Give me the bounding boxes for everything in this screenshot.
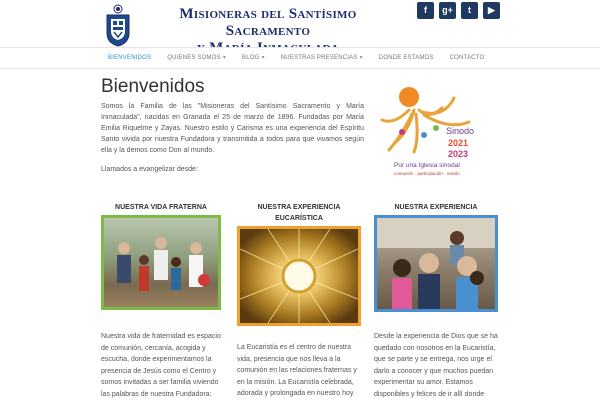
nav-label: QUIENES SOMOS [167,55,221,61]
caret-down-icon: ▾ [261,55,265,61]
caret-down-icon: ▾ [222,55,227,61]
vida-fraterna-photo[interactable] [101,215,221,310]
nav-item-bienvenidos[interactable] [100,48,159,68]
page-title: Bienvenidos [101,76,205,97]
nav-item-quienes-somos[interactable] [159,48,234,68]
nav-label: CONTACTO [449,55,485,61]
sinodo-subline: comunión · participación · misión [394,171,460,176]
intro-paragraph: Somos la Familia de las "Misioneras del Santísimo Sacramento y María Inmaculada", nacidas en Granada el 25 de marzo de 1896. Fundadas por María Emilia Riquelme y Zayas. Nuestro estilo y Carisma es una experiencia del Espíritu Santo vivida por nuestra Fundadora y transmitida a todos para que vivamos según ella y la demos como Don al mundo. [101,103,364,154]
called-text: Llamados a evangelizar desde: [101,166,198,173]
site-header [0,0,600,52]
congregation-logo[interactable] [103,3,133,47]
experiencia-misionera-text: Desde la experiencia de Dios que se ha quedado con nosotros en la Eucaristía, que se parte y se entrega, nos urge el darlo a conocer y que muchos puedan experimentar su amor. Estamos disponibles y felices de ir allí donde [374,333,498,398]
column-title-vida-fraterna: NUESTRA VIDA FRATERNA [115,204,207,211]
nav-item-contacto[interactable] [442,48,493,68]
nav-label: BLOG [242,55,260,61]
youtube-icon[interactable]: ▶ [483,2,500,19]
social-links [417,2,500,19]
site-title-line1: Misioneras del Santísimo Sacramento [179,6,357,39]
vida-fraterna-text: Nuestra vida de fraternidad es espacio de comunión, cercanía, acogida y escucha, donde experimentamos la presencia de Jesús como el Centro y somos invitadas a ser familia viviendo las palabras de nuestra Fundadora: [101,333,221,398]
sinodo-tagline: Por una Iglesia sinodal [394,162,460,169]
sinodo-years-start: 2021 [448,138,469,148]
twitter-icon[interactable]: t [461,2,478,19]
nav-label: NUESTRAS PRESENCIAS [280,55,358,61]
nav-item-donde-estamos[interactable] [371,48,442,68]
nav-item-nuestras-presencias[interactable] [273,48,371,68]
eucaristica-text: La Eucaristía es el centro de nuestra vida, presencia que nos lleva a la comunión en las relaciones fraternas y en la misión. La Eucaristía celebrada, adorada y prolongada en nuestro hoy. [237,344,357,397]
google-plus-icon[interactable]: g+ [439,2,456,19]
nav-label: DONDE ESTAMOS [378,55,434,61]
caret-down-icon: ▾ [359,55,363,61]
experiencia-misionera-photo[interactable] [374,215,498,312]
eucaristia-photo[interactable] [237,226,361,326]
main-nav [0,47,600,69]
nav-item-blog[interactable] [234,48,273,68]
nav-label: BIENVENIDOS [108,55,152,61]
sinodo-word: Sinodo [446,126,475,136]
sinodo-logo-image[interactable] [374,80,488,180]
facebook-icon[interactable]: f [417,2,434,19]
column-title-eucaristica: NUESTRA EXPERIENCIA EUCARÍSTICA [257,204,341,222]
column-title-misionera: NUESTRA EXPERIENCIA [394,204,478,211]
sinodo-years-end: 2023 [448,149,469,159]
